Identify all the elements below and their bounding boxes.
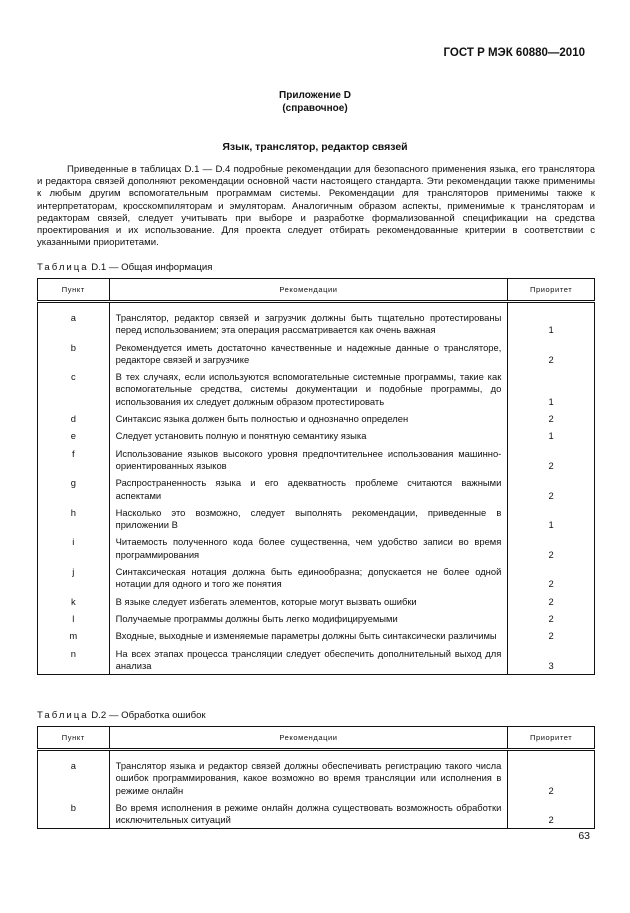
priority-cell: 1	[508, 427, 595, 444]
recommendation-cell: В тех случаях, если используются вспомогательные системные программы, такие как вспомогательные средства, системы документации и подобные программы, до использования их следует должным образом протестировать	[109, 368, 508, 410]
recommendation-cell: Насколько это возможно, следует выполнять рекомендации, приведенные в приложении B	[109, 504, 508, 534]
table-row	[38, 750, 595, 799]
table-row	[38, 368, 595, 410]
recommendation-cell: Читаемость полученного кода более существенна, чем удобство записи во время программирования	[109, 533, 508, 563]
recommendation-cell: Транслятор, редактор связей и загрузчик должны быть тщательно протестированы перед использованием; эта операция рассматривается как очень важная	[109, 302, 508, 339]
recommendation-cell: Синтаксическая нотация должна быть единообразна; допускается не более одной нотации для одного и того же понятия	[109, 563, 508, 593]
table-row	[38, 427, 595, 444]
item-cell: n	[38, 645, 110, 675]
recommendation-cell: Использование языков высокого уровня предпочтительнее использования машинно-ориентированных языков	[109, 445, 508, 475]
col-priority-header: Приоритет	[508, 727, 595, 750]
item-cell: b	[38, 799, 110, 829]
table-row	[38, 474, 595, 504]
table-row	[38, 563, 595, 593]
priority-cell: 2	[508, 627, 595, 644]
table-d1	[37, 278, 595, 675]
recommendation-cell: Рекомендуется иметь достаточно качественные и надежные данные о трансляторе, редакторе связей и загрузчике	[109, 339, 508, 369]
priority-cell: 2	[508, 750, 595, 799]
item-cell: a	[38, 750, 110, 799]
item-cell: k	[38, 593, 110, 610]
table-row	[38, 504, 595, 534]
recommendation-cell: На всех этапах процесса трансляции следует обеспечить дополнительный выход для анализа	[109, 645, 508, 675]
table-row	[38, 410, 595, 427]
table-row	[38, 302, 595, 339]
recommendation-cell: Следует установить полную и понятную семантику языка	[109, 427, 508, 444]
table-row	[38, 799, 595, 829]
intro-paragraph: Приведенные в таблицах D.1 — D.4 подробные рекомендации для безопасного применения языка, его транслятора и редактора связей дополняют рекомендации основной части настоящего стандарта. Эти рекомендации также применимы к любым другим вспомогательным программам системы. Рекомендации для трансляторов применимы также к интерпретаторам, кросскомпиляторам и эмуляторам. Аналогичным образом аспекты, применимые к трансляторам и редакторам связей, следует учитывать при выборе и разработке формализованной спецификации на средства проектирования и их использование. Для проекта следует отбирать рекомендованные критерии в соответствии с указанными приоритетами.	[37, 164, 595, 249]
priority-cell: 1	[508, 504, 595, 534]
recommendation-cell: Получаемые программы должны быть легко модифицируемыми	[109, 610, 508, 627]
item-cell: b	[38, 339, 110, 369]
caption-word: Таблица	[37, 710, 89, 721]
priority-cell: 2	[508, 339, 595, 369]
table-row	[38, 627, 595, 644]
caption-word: Таблица	[37, 262, 89, 273]
priority-cell: 1	[508, 302, 595, 339]
priority-cell: 2	[508, 474, 595, 504]
appendix-title	[0, 89, 630, 115]
table-row	[38, 610, 595, 627]
item-cell: h	[38, 504, 110, 534]
table-header-row	[38, 279, 595, 302]
priority-cell: 2	[508, 533, 595, 563]
caption-text: D.2 — Обработка ошибок	[91, 710, 206, 721]
table-header-row	[38, 727, 595, 750]
col-item-header: Пункт	[38, 727, 110, 750]
table-caption	[37, 710, 206, 721]
section-heading: Язык, транслятор, редактор связей	[222, 141, 408, 153]
table-row	[38, 533, 595, 563]
table-row	[38, 645, 595, 675]
table-caption	[37, 262, 212, 273]
col-recommendations-header: Рекомендации	[109, 727, 508, 750]
item-cell: j	[38, 563, 110, 593]
item-cell: a	[38, 302, 110, 339]
priority-cell: 2	[508, 410, 595, 427]
priority-cell: 2	[508, 593, 595, 610]
appendix-subtitle: (справочное)	[282, 103, 348, 114]
item-cell: c	[38, 368, 110, 410]
item-cell: m	[38, 627, 110, 644]
recommendation-cell: Синтаксис языка должен быть полностью и однозначно определен	[109, 410, 508, 427]
priority-cell: 2	[508, 799, 595, 829]
priority-cell: 1	[508, 368, 595, 410]
item-cell: f	[38, 445, 110, 475]
appendix-label: Приложение D	[279, 90, 351, 101]
col-recommendations-header: Рекомендации	[109, 279, 508, 302]
recommendation-cell: В языке следует избегать элементов, которые могут вызвать ошибки	[109, 593, 508, 610]
caption-text: D.1 — Общая информация	[91, 262, 213, 273]
priority-cell: 2	[508, 445, 595, 475]
table-row	[38, 593, 595, 610]
document-id: ГОСТ Р МЭК 60880—2010	[443, 47, 585, 59]
recommendation-cell: Во время исполнения в режиме онлайн должна существовать возможность обработки исключительных ситуаций	[109, 799, 508, 829]
priority-cell: 2	[508, 610, 595, 627]
priority-cell: 2	[508, 563, 595, 593]
recommendation-cell: Распространенность языка и его адекватность проблеме считаются важными аспектами	[109, 474, 508, 504]
col-item-header: Пункт	[38, 279, 110, 302]
col-priority-header: Приоритет	[508, 279, 595, 302]
priority-cell: 3	[508, 645, 595, 675]
item-cell: e	[38, 427, 110, 444]
table-row	[38, 445, 595, 475]
item-cell: l	[38, 610, 110, 627]
item-cell: g	[38, 474, 110, 504]
table-d2	[37, 726, 595, 829]
item-cell: i	[38, 533, 110, 563]
recommendation-cell: Входные, выходные и изменяемые параметры должны быть синтаксически различимы	[109, 627, 508, 644]
table-row	[38, 339, 595, 369]
recommendation-cell: Транслятор языка и редактор связей должны обеспечивать регистрацию такого числа ошибок программирования, какое возможно во время трансляции или исполнения в режиме онлайн	[109, 750, 508, 799]
page-number: 63	[578, 830, 590, 842]
item-cell: d	[38, 410, 110, 427]
